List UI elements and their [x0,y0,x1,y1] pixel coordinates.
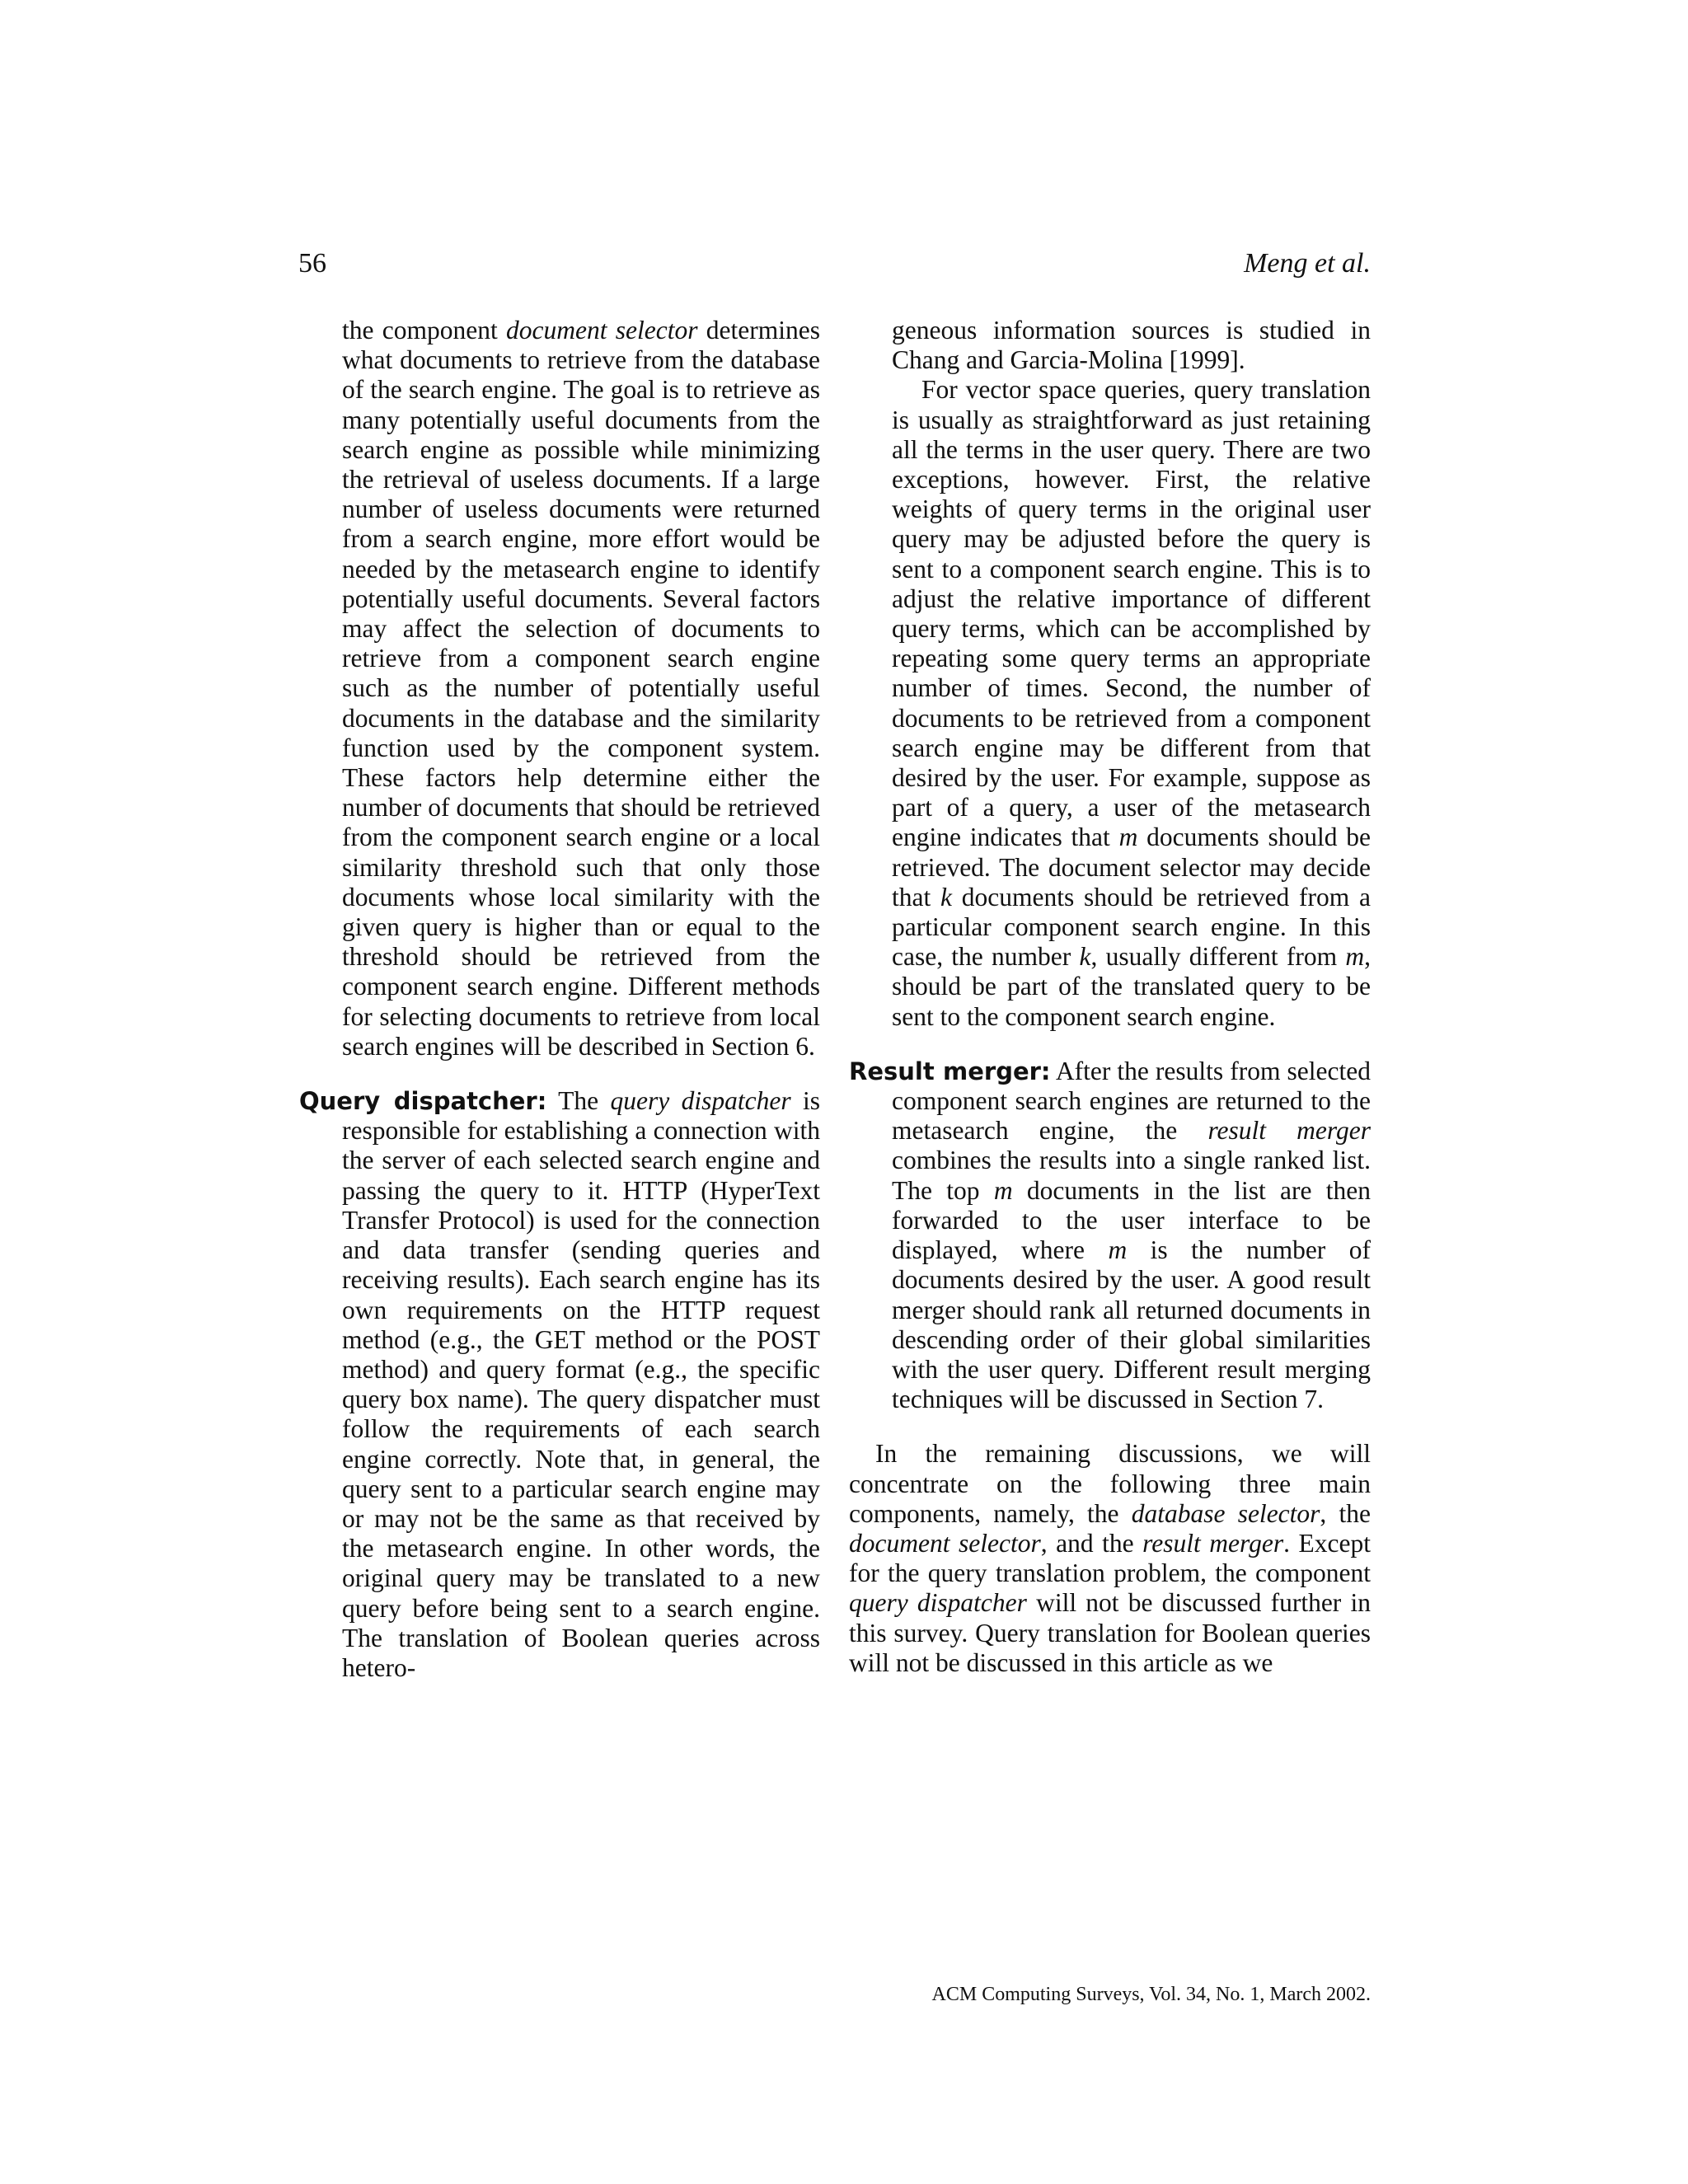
emphasis: result merger [1207,1116,1371,1146]
query-dispatcher-item: Query dispatcher: The query dispatcher is responsible for establishing a connection with the server of each selected search engine and passing the query to it. HTTP (HyperText Transfer Protocol) is used for the connection and data transfer (sending queries and receiving results). Each search engine has its own requirements on the HTTP request method (e.g., the GET method or the POST method) and query format (e.g., the specific query box name). The query dispatcher must follow the requirements of each search engine correctly. Note that, in general, the query sent to a particular search engine may or may not be the same as that received by the metasearch engine. In other words, the original query may be translated to a new query before being sent to a search engine. The translation of Boolean queries across hetero- [299,1086,821,1682]
term-label: Result merger: [849,1057,1051,1085]
right-column [849,316,1371,1678]
running-head: Meng et al. [1244,248,1371,279]
paragraph: the component document selector determines what documents to retrieve from the database of the search engine. The goal is to retrieve as many potentially useful documents from the search engine as possible while minimizing the retrieval of useless documents. If a large number of useless documents were returned from a search engine, more effort would be needed by the metasearch engine to identify potentially useful documents. Several factors may affect the selection of documents to retrieve from a component search engine such as the number of potentially useful documents in the database and the similarity function used by the component system. These factors help determine either the number of documents that should be retrieved from the component search engine or a local similarity threshold such that only those documents whose local similarity with the given query is higher than or equal to the threshold should be retrieved from the component search engine. Different methods for selecting documents to retrieve from local search engines will be described in Section 6. [342,316,820,1061]
document-selector-continuation [299,316,820,1062]
term-label: Query dispatcher: [299,1087,547,1116]
left-column [299,316,820,1683]
emphasis: document selector [506,316,698,344]
result-merger-item: Result merger: After the results from selected component search engines are returned to the metasearch engine, the result merger combines the results into a single ranked list. The top m documents in the list are then forwarded to the user interface to be displayed, where m is the number of documents desired by the user. A good result merger should rank all returned documents in descending order of their global similarities with the user query. Different result merging techniques will be discussed in Section 7. [849,1056,1371,1414]
page-number: 56 [298,248,326,279]
footer-citation: ACM Computing Surveys, Vol. 34, No. 1, March 2002. [931,1984,1371,2005]
remaining-discussion-paragraph: In the remaining discussions, we will concentrate on the following three main components, namely, the database selector, the document selector, and the result merger. Except for the query translation problem, the component query dispatcher will not be discussed further in this survey. Query translation for Boolean queries will not be discussed in this article as we [849,1439,1371,1677]
paragraph: For vector space queries, query translation is usually as straightforward as just retaining all the terms in the user query. There are two exceptions, however. First, the relative weights of query terms in the original user query may be adjusted before the query is sent to a component search engine. This is to adjust the relative importance of different query terms, which can be accomplished by repeating some query terms an appropriate number of times. Second, the number of documents to be retrieved from a component search engine may be different from that desired by the user. For example, suppose as part of a query, a user of the metasearch engine indicates that m documents should be retrieved. The document selector may decide that k documents should be retrieved from a particular component search engine. In this case, the number k, usually different from m, should be part of the translated query to be sent to the component search engine. [892,375,1371,1031]
query-dispatcher-continuation [849,316,1371,1032]
paragraph: geneous information sources is studied in Chang and Garcia-Molina [1999]. [892,316,1371,375]
emphasis: query dispatcher [610,1086,791,1116]
